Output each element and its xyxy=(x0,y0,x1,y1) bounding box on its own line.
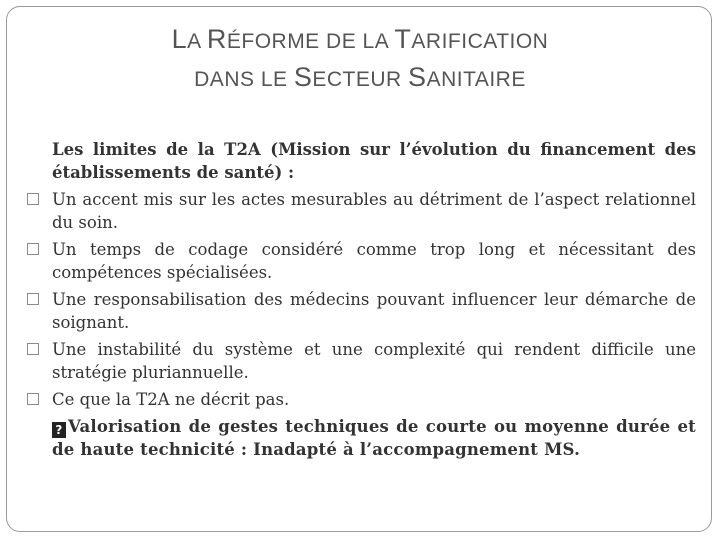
checkbox-bullet-icon xyxy=(27,293,39,305)
valorisation-text: Valorisation de gestes techniques de courte ou moyenne durée et de haute technicité : Inadapté à l’accompagnement MS. xyxy=(52,417,696,459)
title-text: ÉFORME DE LA xyxy=(226,30,395,53)
slide-body xyxy=(52,138,696,461)
list-item-text: Une responsabilisation des médecins pouvant influencer leur démarche de soignant. xyxy=(52,290,696,332)
intro-heading: Les limites de la T2A (Mission sur l’évolution du financement des établissements de santé) : xyxy=(52,140,696,182)
slide-title-line2 xyxy=(0,62,720,93)
title-text: ANITAIRE xyxy=(426,68,526,91)
valorisation-paragraph xyxy=(52,415,696,461)
list-item-text: Ce que la T2A ne décrit pas. xyxy=(52,390,290,409)
title-text: ECTEUR xyxy=(312,68,409,91)
list-item-text: Un accent mis sur les actes mesurables au détriment de l’aspect relationnel du soin. xyxy=(52,190,696,232)
title-letter: R xyxy=(206,24,227,54)
title-text: DANS LE xyxy=(194,68,294,91)
title-text: A xyxy=(187,30,207,53)
checkbox-bullet-icon xyxy=(27,193,39,205)
title-text: ARIFICATION xyxy=(411,30,549,53)
checkbox-bullet-icon xyxy=(27,243,39,255)
title-letter: S xyxy=(408,62,427,92)
list-item xyxy=(52,288,696,334)
list-item xyxy=(52,338,696,384)
list-item-text: Un temps de codage considéré comme trop long et nécessitant des compétences spécialisées. xyxy=(52,240,696,282)
checkbox-bullet-icon xyxy=(27,343,39,355)
list-item-text: Une instabilité du système et une complexité qui rendent difficile une stratégie pluriannuelle. xyxy=(52,340,696,382)
title-letter: T xyxy=(394,24,412,54)
checkbox-bullet-icon xyxy=(27,393,39,405)
title-letter: L xyxy=(171,24,188,54)
missing-glyph-icon: ? xyxy=(52,422,66,438)
list-item xyxy=(52,238,696,284)
title-letter: S xyxy=(293,62,313,92)
list-item xyxy=(52,388,696,411)
slide-title-line1 xyxy=(0,24,720,55)
list-item xyxy=(52,188,696,234)
